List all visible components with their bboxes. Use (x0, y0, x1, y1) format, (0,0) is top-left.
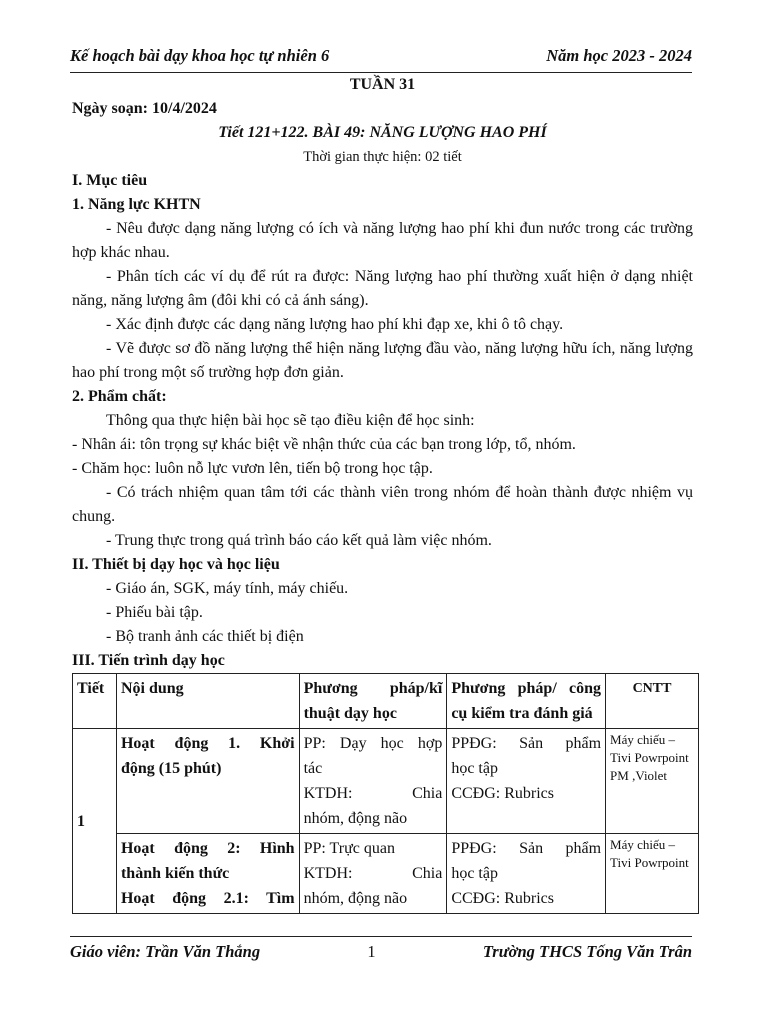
date-prepared: Ngày soạn: 10/4/2024 (72, 100, 217, 117)
objective-item: - Phân tích các ví dụ để rút ra được: Năng lượng hao phí thường xuất hiện ở dạng nhiệt năng, năng lượng âm (đôi khi có cả ánh sáng). (72, 268, 693, 309)
assessment-method: PPĐG: Sản phẩm học tập CCĐG: Rubrics (447, 729, 606, 834)
objective-item: - Nêu được dạng năng lượng có ích và năng lượng hao phí khi đun nước trong các trường hợp khác nhau. (72, 220, 693, 261)
equipment-item: - Bộ tranh ảnh các thiết bị điện (106, 628, 304, 645)
tiet-number: 1 (73, 729, 117, 914)
footer-teacher: Giáo viên: Trần Văn Thắng (70, 942, 261, 961)
header-assess: Phương pháp/ công cụ kiểm tra đánh giá (447, 674, 606, 729)
section1-sub1-title: 1. Năng lực KHTN (72, 196, 201, 213)
page-header (70, 46, 692, 73)
section1-sub2-title: 2. Phẩm chất: (72, 388, 167, 405)
header-content: Nội dung (116, 674, 299, 729)
table-row (73, 834, 699, 914)
equipment-item: - Giáo án, SGK, máy tính, máy chiếu. (106, 580, 349, 597)
document-body (72, 73, 693, 673)
header-tiet: Tiết (73, 674, 117, 729)
table-row (73, 729, 699, 834)
it-tools: Máy chiếu – Tivi Powrpoint PM ,Violet (606, 729, 699, 834)
objective-item: - Xác định được các dạng năng lượng hao phí khi đạp xe, khi ô tô chạy. (106, 316, 564, 333)
assessment-method: PPĐG: Sản phẩm học tập CCĐG: Rubrics (447, 834, 606, 914)
lesson-plan-table (72, 673, 699, 914)
lesson-title: Tiết 121+122. BÀI 49: NĂNG LƯỢNG HAO PHÍ (218, 124, 547, 141)
activity-content: Hoạt động 1. Khởi động (15 phút) (116, 729, 299, 834)
quality-item: - Có trách nhiệm quan tâm tới các thành viên trong nhóm để hoàn thành được nhiệm vụ chung. (72, 484, 693, 525)
it-tools: Máy chiếu – Tivi Powrpoint (606, 834, 699, 914)
week-label: TUẦN 31 (349, 76, 416, 93)
section1-title: I. Mục tiêu (72, 172, 148, 189)
header-cntt: CNTT (606, 674, 699, 729)
teaching-method: PP: Trực quan KTDH: Chia nhóm, động não (299, 834, 447, 914)
objective-item: - Vẽ được sơ đồ năng lượng thể hiện năng lượng đầu vào, năng lượng hữu ích, năng lượng hao phí trong một số trường hợp đơn giản. (72, 340, 693, 381)
page-number: 1 (367, 942, 376, 961)
duration: Thời gian thực hiện: 02 tiết (303, 149, 462, 165)
footer-school: Trường THCS Tống Văn Trân (482, 942, 692, 961)
header-left: Kế hoạch bài dạy khoa học tự nhiên 6 (70, 46, 330, 65)
quality-item: - Chăm học: luôn nỗ lực vươn lên, tiến bộ trong học tập. (72, 460, 433, 477)
section2-title: II. Thiết bị dạy học và học liệu (72, 556, 280, 573)
equipment-item: - Phiếu bài tập. (106, 604, 203, 621)
activity-content: Hoạt động 2: Hình thành kiến thức Hoạt động 2.1: Tìm (116, 834, 299, 914)
page-footer (70, 936, 692, 967)
header-right: Năm học 2023 - 2024 (546, 46, 692, 65)
quality-item: - Trung thực trong quá trình báo cáo kết quả làm việc nhóm. (106, 532, 492, 549)
teaching-method: PP: Dạy học hợp tác KTDH: Chia nhóm, động não (299, 729, 447, 834)
quality-intro: Thông qua thực hiện bài học sẽ tạo điều kiện để học sinh: (106, 412, 475, 429)
quality-item: - Nhân ái: tôn trọng sự khác biệt về nhận thức của các bạn trong lớp, tổ, nhóm. (72, 436, 576, 453)
section3-title: III. Tiến trình dạy học (72, 652, 225, 669)
header-method: Phương pháp/kĩ thuật dạy học (299, 674, 447, 729)
table-header-row (73, 674, 699, 729)
